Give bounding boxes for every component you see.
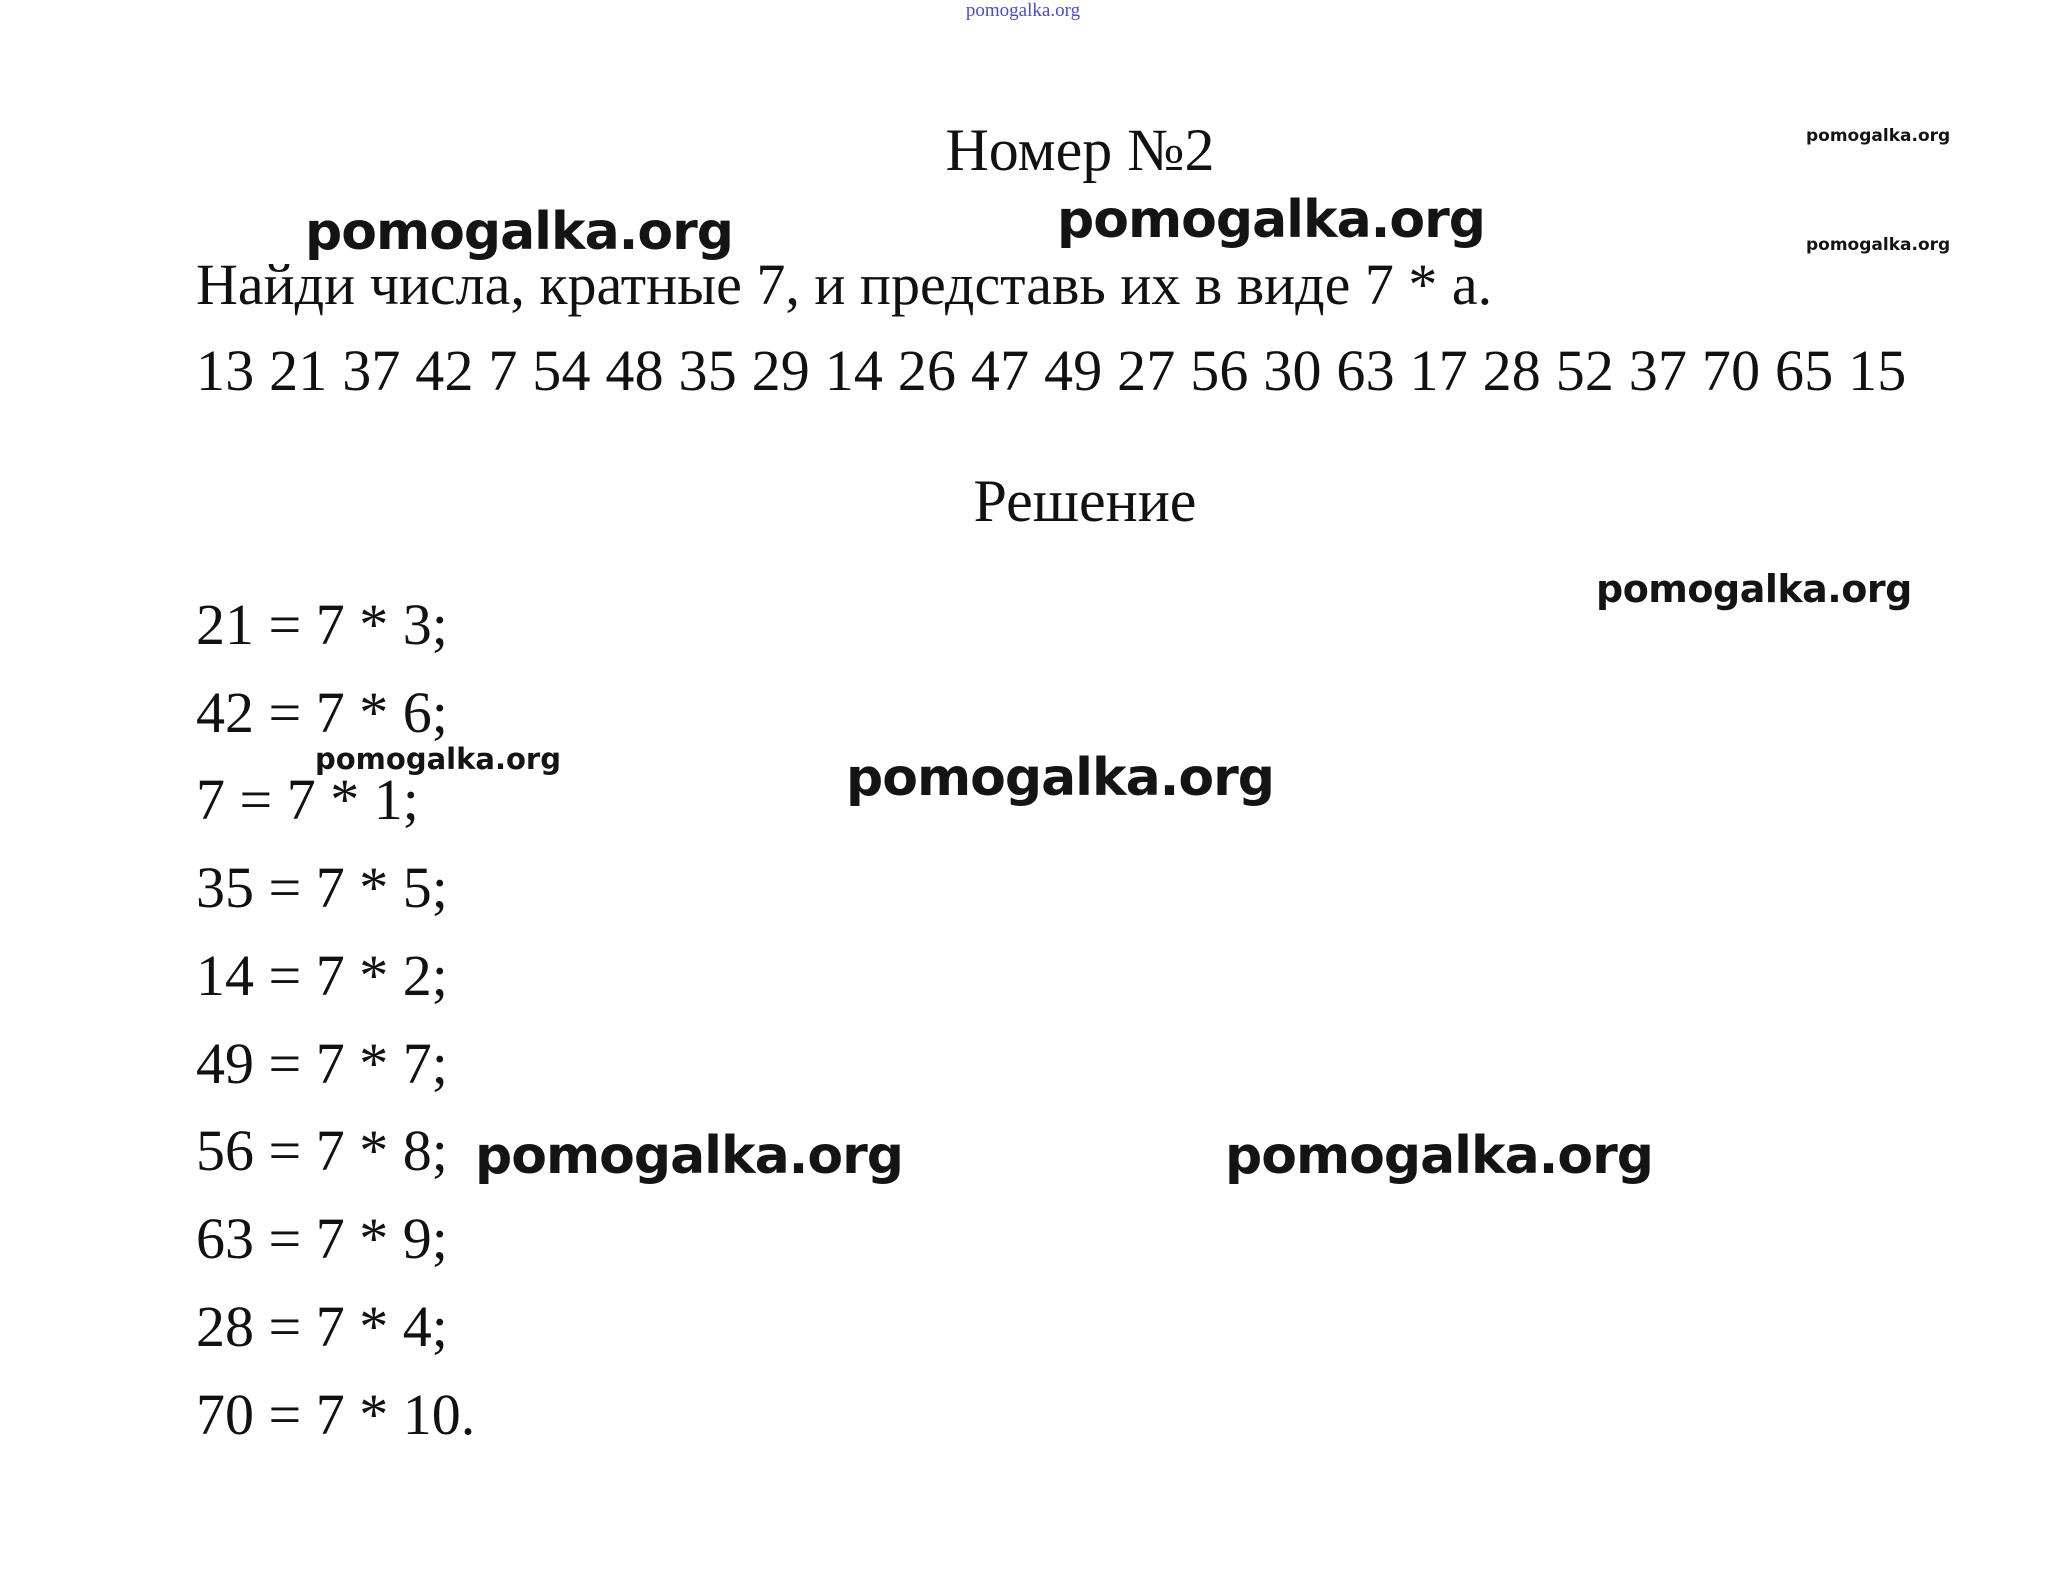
equation-line: 63 = 7 * 9; — [196, 1206, 448, 1271]
equation-line: 35 = 7 * 5; — [196, 855, 448, 920]
equation-line: 7 = 7 * 1; — [196, 767, 419, 832]
watermark: pomogalka.org — [846, 748, 1275, 808]
watermark: pomogalka.org — [305, 202, 734, 262]
watermark: pomogalka.org — [1806, 235, 1951, 255]
watermark: pomogalka.org — [315, 742, 561, 776]
task-text: Найди числа, кратные 7, и представь их в виде 7 * а. — [196, 252, 1493, 317]
page-title: Номер №2 — [945, 117, 1215, 183]
equation-line: 70 = 7 * 10. — [196, 1382, 476, 1447]
equation-line: 49 = 7 * 7; — [196, 1031, 448, 1096]
watermark: pomogalka.org — [1806, 126, 1951, 146]
solution-heading: Решение — [973, 468, 1197, 534]
watermark: pomogalka.org — [1596, 567, 1912, 611]
equation-line: 14 = 7 * 2; — [196, 943, 448, 1008]
watermark: pomogalka.org — [1225, 1126, 1654, 1186]
number-sequence: 13 21 37 42 7 54 48 35 29 14 26 47 49 27 56 30 63 17 28 52 37 70 65 15 — [196, 338, 1907, 403]
watermark: pomogalka.org — [475, 1126, 904, 1186]
equation-line: 42 = 7 * 6; — [196, 680, 448, 745]
header-watermark: pomogalka.org — [965, 0, 1081, 21]
equation-line: 28 = 7 * 4; — [196, 1294, 448, 1359]
equation-line: 21 = 7 * 3; — [196, 592, 448, 657]
equation-line: 56 = 7 * 8; — [196, 1118, 448, 1183]
watermark: pomogalka.org — [1057, 190, 1486, 250]
